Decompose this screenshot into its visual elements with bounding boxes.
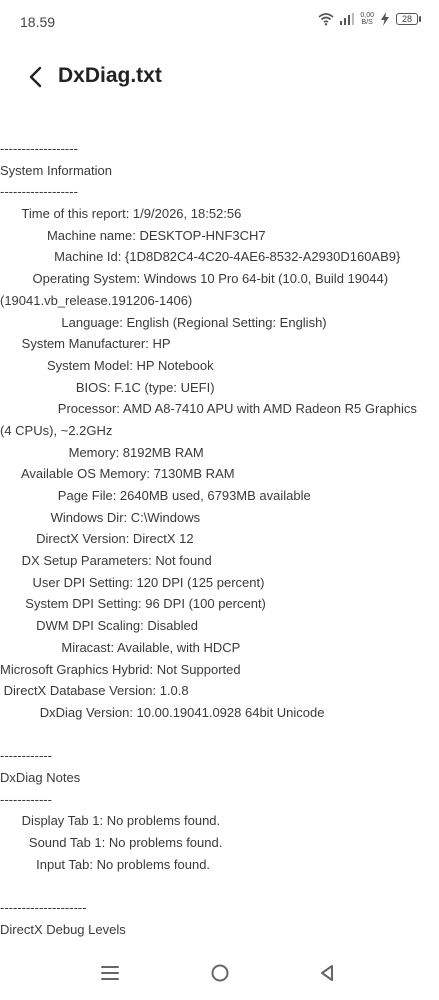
document-line: Display Tab 1: No problems found. (0, 813, 221, 829)
document-line: DWM DPI Scaling: Disabled (0, 618, 198, 634)
document-content[interactable] (0, 138, 439, 943)
document-line: -------------------- (0, 900, 87, 916)
document-line: Input Tab: No problems found. (0, 856, 211, 872)
document-line: Page File: 2640MB used, 6793MB available (0, 488, 311, 503)
document-line: Time of this report: 1/9/2026, 18:52:56 (0, 206, 242, 222)
battery-tip (419, 16, 421, 22)
net-speed-value: 0,00 (360, 12, 374, 19)
wifi-icon (318, 12, 334, 26)
home-icon (211, 964, 229, 982)
document-line: DirectX Debug Levels (0, 921, 126, 937)
document-line (0, 724, 439, 746)
status-bar (0, 0, 439, 44)
document-line: System DPI Setting: 96 DPI (100 percent) (0, 596, 266, 612)
battery-level: 28 (396, 13, 418, 25)
nav-back-button[interactable] (312, 958, 342, 988)
charging-icon (380, 12, 390, 26)
document-line: DX Setup Parameters: Not found (0, 553, 212, 569)
document-line: System Information (0, 162, 112, 178)
document-line: ------------------ (0, 141, 78, 156)
document-line: ------------ (0, 791, 52, 807)
document-line: System Manufacturer: HP (0, 336, 171, 352)
document-line: Miracast: Available, with HDCP (0, 639, 241, 655)
document-line: Memory: 8192MB RAM (0, 444, 204, 460)
document-line: User DPI Setting: 120 DPI (125 percent) (0, 574, 265, 590)
recent-apps-button[interactable] (95, 958, 125, 988)
back-arrow-icon (28, 66, 42, 88)
document-line: DxDiag Notes (0, 769, 81, 785)
document-line: Sound Tab 1: No problems found. (0, 835, 223, 850)
document-line: Windows Dir: C:\Windows (0, 509, 201, 525)
app-header (0, 56, 439, 100)
document-line: Language: English (Regional Setting: English) (0, 314, 327, 330)
document-line: System Model: HP Notebook (0, 357, 214, 373)
document-line: DirectX Version: DirectX 12 (0, 531, 194, 547)
navigation-bar (0, 944, 439, 1000)
document-line: Microsoft Graphics Hybrid: Not Supported (0, 661, 241, 677)
document-line: Operating System: Windows 10 Pro 64-bit (10.0, Build 19044) (0, 271, 389, 287)
document-line: DirectX Database Version: 1.0.8 (0, 683, 189, 699)
status-icons (318, 12, 421, 26)
status-time: 18.59 (20, 14, 56, 30)
document-line: BIOS: F.1C (type: UEFI) (0, 379, 215, 395)
signal-icon (340, 13, 354, 25)
menu-icon (101, 965, 119, 981)
document-line: Available OS Memory: 7130MB RAM (0, 466, 235, 482)
document-line: ------------------ (0, 184, 78, 200)
home-button[interactable] (205, 958, 235, 988)
document-line: DxDiag Version: 10.00.19041.0928 64bit Unicode (0, 704, 325, 720)
document-line: (19041.vb_release.191206-1406) (0, 292, 193, 308)
net-speed-unit: B/S (361, 19, 373, 26)
net-speed (360, 12, 374, 26)
document-line (0, 875, 439, 897)
document-line: ------------ (0, 748, 52, 764)
battery-icon (396, 13, 421, 25)
page-title: DxDiag.txt (58, 64, 162, 87)
back-icon (319, 964, 335, 982)
document-line: Machine Id: {1D8D82C4-4C20-4AE6-8532-A2930D160AB9} (0, 249, 401, 265)
document-line: (4 CPUs), ~2.2GHz (0, 422, 113, 438)
document-line: Machine name: DESKTOP-HNF3CH7 (0, 227, 266, 243)
back-button[interactable] (20, 62, 50, 92)
document-line: Processor: AMD A8-7410 APU with AMD Radeon R5 Graphics (0, 401, 417, 417)
